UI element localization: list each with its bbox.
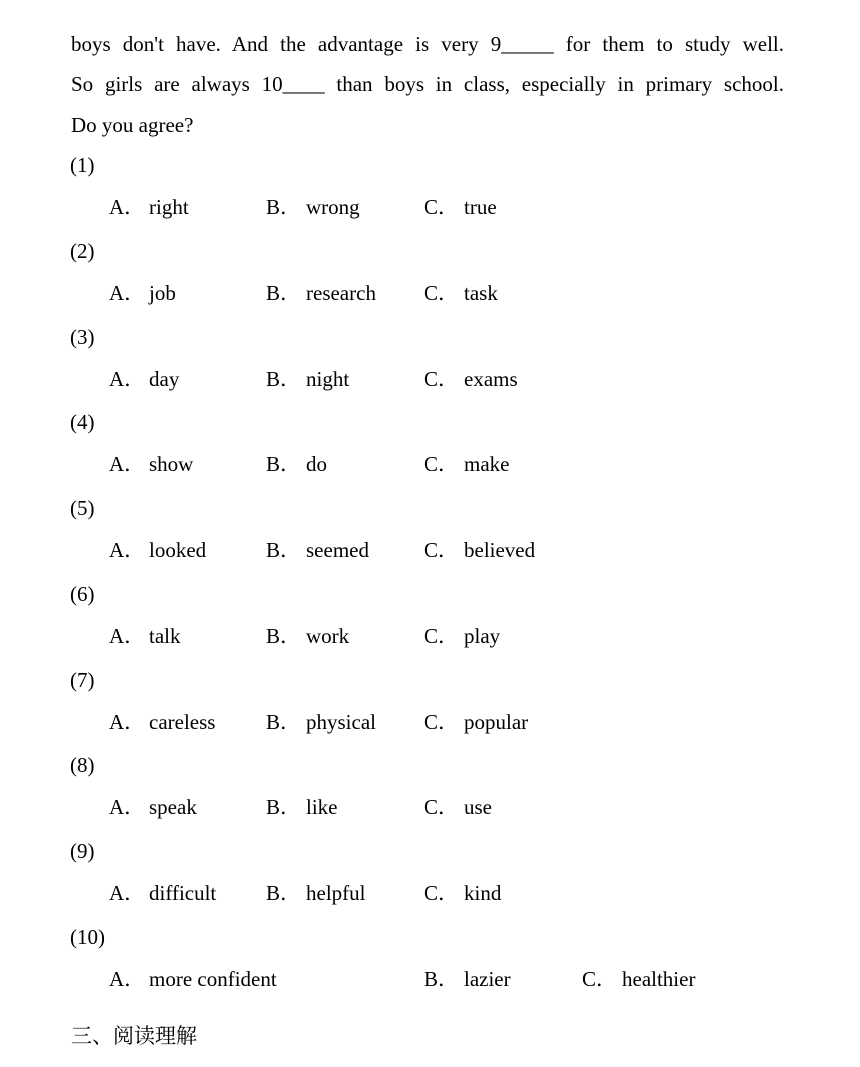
question-number: (4) [70,410,95,434]
option-c [424,537,535,563]
option-b [266,623,349,649]
option-text: helpful [306,881,366,905]
option-text: job [149,281,176,305]
option-text: exams [464,367,518,391]
option-letter: B． [424,967,460,991]
option-letter: C． [424,452,460,476]
option-text: wrong [306,195,360,219]
option-text: night [306,367,350,391]
option-a [109,880,216,906]
option-text: play [464,624,501,648]
option-text: kind [464,881,502,905]
option-c [424,794,492,820]
option-c [424,366,518,392]
option-a [109,966,277,992]
option-text: seemed [306,538,369,562]
question-number: (6) [70,582,95,606]
option-text: like [306,795,338,819]
option-c [424,709,528,735]
option-text: speak [149,795,197,819]
option-letter: A． [109,452,146,476]
option-letter: B． [266,367,302,391]
option-text: day [149,367,180,391]
option-c [424,194,497,220]
option-letter: C． [424,195,460,219]
option-text: true [464,195,497,219]
option-letter: A． [109,281,146,305]
passage-line-3: Do you agree? [71,113,194,137]
option-text: difficult [149,881,217,905]
option-b [266,280,376,306]
option-letter: A． [109,881,146,905]
option-text: looked [149,538,207,562]
option-letter: C． [424,795,460,819]
question-number: (5) [70,496,95,520]
option-letter: B． [266,624,302,648]
option-c [424,451,509,477]
option-letter: B． [266,881,302,905]
option-c [424,280,498,306]
option-b [266,537,369,563]
option-a [109,194,189,220]
question-number: (10) [70,925,105,949]
option-letter: A． [109,195,146,219]
option-a [109,537,206,563]
question-number: (9) [70,839,95,863]
option-letter: B． [266,195,302,219]
option-text: show [149,452,194,476]
option-letter: A． [109,367,146,391]
option-b [266,794,338,820]
option-text: healthier [622,967,696,991]
option-letter: A． [109,967,146,991]
option-b [424,966,511,992]
option-c [424,623,500,649]
option-letter: B． [266,795,302,819]
option-text: physical [306,710,376,734]
option-letter: C． [424,281,460,305]
option-c [582,966,695,992]
option-letter: C． [424,538,460,562]
option-letter: C． [424,367,460,391]
option-text: believed [464,538,536,562]
option-text: careless [149,710,216,734]
question-number: (7) [70,668,95,692]
option-c [424,880,501,906]
option-text: talk [149,624,181,648]
option-b [266,366,349,392]
option-text: use [464,795,492,819]
option-a [109,280,176,306]
option-letter: B． [266,281,302,305]
option-text: more confident [149,967,277,991]
option-text: make [464,452,510,476]
option-letter: A． [109,795,146,819]
option-letter: A． [109,538,146,562]
option-text: research [306,281,376,305]
option-text: task [464,281,498,305]
option-a [109,366,179,392]
option-letter: B． [266,452,302,476]
option-a [109,709,215,735]
passage-line-2: So girls are always 10____ than boys in class, especially in primary school. [71,72,784,96]
option-text: work [306,624,350,648]
option-text: popular [464,710,529,734]
option-letter: C． [424,624,460,648]
option-letter: A． [109,710,146,734]
passage-line-1: boys don't have. And the advantage is very 9_____ for them to study well. [71,32,784,56]
option-a [109,794,197,820]
section-heading: 三、阅读理解 [71,1024,197,1048]
option-text: do [306,452,327,476]
option-b [266,451,327,477]
question-number: (8) [70,753,95,777]
option-letter: A． [109,624,146,648]
option-letter: B． [266,538,302,562]
option-b [266,709,376,735]
option-a [109,451,193,477]
question-number: (1) [70,153,95,177]
option-b [266,194,360,220]
option-text: right [149,195,189,219]
option-letter: B． [266,710,302,734]
option-letter: C． [424,710,460,734]
option-letter: C． [424,881,460,905]
option-text: lazier [464,967,511,991]
option-b [266,880,365,906]
question-number: (3) [70,325,95,349]
option-letter: C． [582,967,618,991]
question-number: (2) [70,239,95,263]
option-a [109,623,181,649]
